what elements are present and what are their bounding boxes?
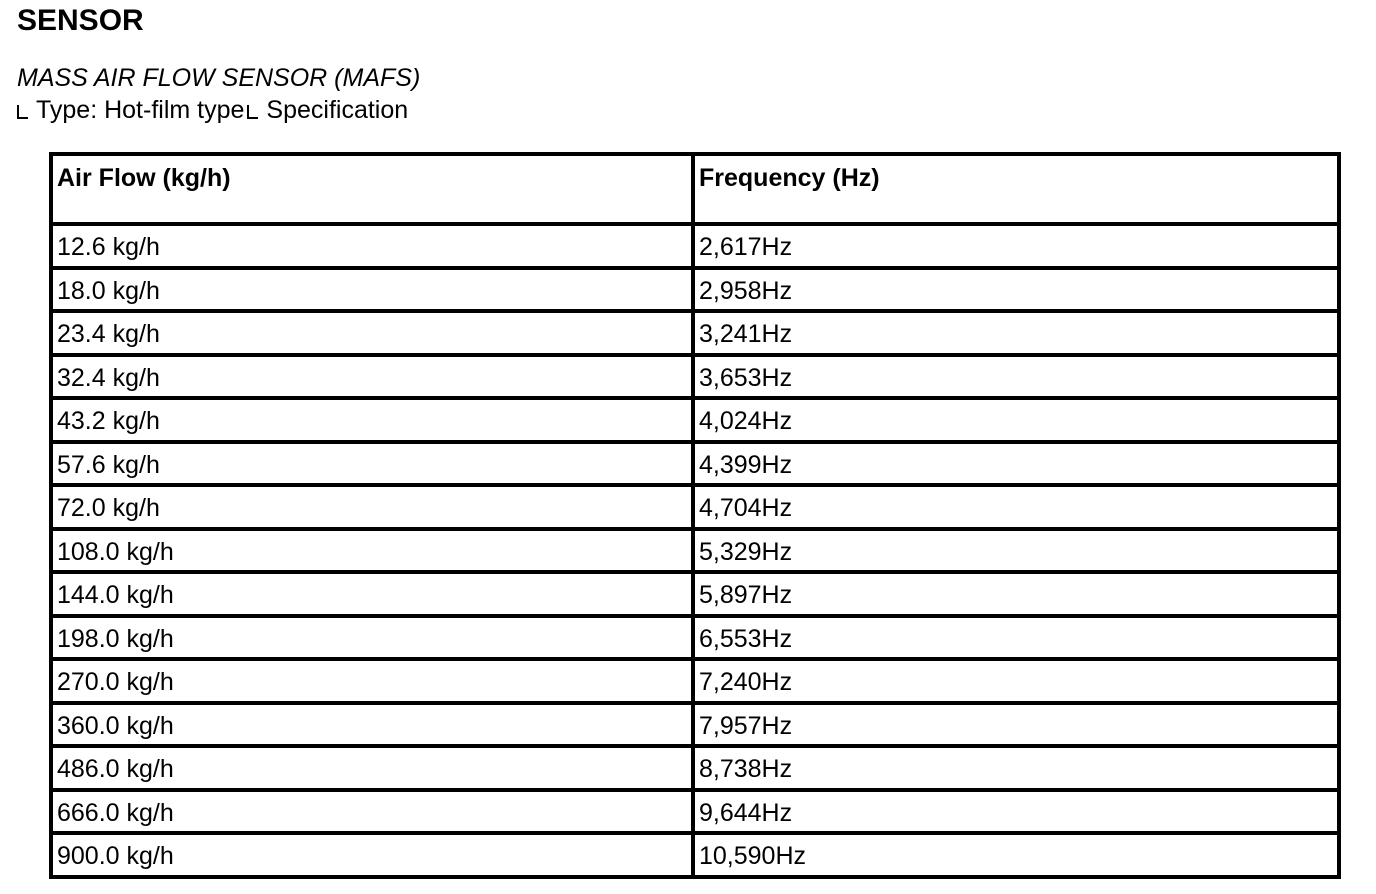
type-label: Type: Hot-film type: [36, 96, 245, 124]
frequency-cell: 8,738Hz: [695, 748, 1341, 792]
table-header-row: [53, 156, 1341, 226]
table-row: [53, 661, 1341, 705]
air-flow-cell: 12.6 kg/h: [53, 226, 695, 270]
air-flow-cell: 32.4 kg/h: [53, 357, 695, 401]
air-flow-cell: 666.0 kg/h: [53, 792, 695, 836]
air-flow-cell: 18.0 kg/h: [53, 270, 695, 314]
specification-table: [49, 152, 1341, 879]
frequency-cell: 10,590Hz: [695, 835, 1341, 879]
corner-bullet-icon: [247, 105, 258, 119]
specification-label: Specification: [266, 96, 409, 124]
frequency-cell: 4,704Hz: [695, 487, 1341, 531]
table-row: [53, 226, 1341, 270]
table-row: [53, 835, 1341, 879]
section-subtitle: MASS AIR FLOW SENSOR (MAFS): [17, 64, 421, 92]
frequency-cell: 6,553Hz: [695, 618, 1341, 662]
column-header-air-flow: Air Flow (kg/h): [53, 156, 695, 226]
air-flow-cell: 108.0 kg/h: [53, 531, 695, 575]
air-flow-cell: 72.0 kg/h: [53, 487, 695, 531]
spec-line: [17, 95, 408, 125]
air-flow-cell: 43.2 kg/h: [53, 400, 695, 444]
table-row: [53, 531, 1341, 575]
table-row: [53, 618, 1341, 662]
table-row: [53, 487, 1341, 531]
table-row: [53, 574, 1341, 618]
corner-bullet-icon: [17, 105, 28, 119]
air-flow-cell: 144.0 kg/h: [53, 574, 695, 618]
frequency-cell: 3,241Hz: [695, 313, 1341, 357]
table-row: [53, 357, 1341, 401]
air-flow-cell: 270.0 kg/h: [53, 661, 695, 705]
frequency-cell: 2,617Hz: [695, 226, 1341, 270]
frequency-cell: 5,329Hz: [695, 531, 1341, 575]
frequency-cell: 2,958Hz: [695, 270, 1341, 314]
table-row: [53, 792, 1341, 836]
frequency-cell: 7,957Hz: [695, 705, 1341, 749]
frequency-cell: 3,653Hz: [695, 357, 1341, 401]
table-row: [53, 313, 1341, 357]
air-flow-cell: 900.0 kg/h: [53, 835, 695, 879]
frequency-cell: 7,240Hz: [695, 661, 1341, 705]
table-row: [53, 748, 1341, 792]
frequency-cell: 5,897Hz: [695, 574, 1341, 618]
table-row: [53, 705, 1341, 749]
air-flow-cell: 360.0 kg/h: [53, 705, 695, 749]
air-flow-cell: 198.0 kg/h: [53, 618, 695, 662]
air-flow-cell: 486.0 kg/h: [53, 748, 695, 792]
frequency-cell: 9,644Hz: [695, 792, 1341, 836]
table-row: [53, 270, 1341, 314]
frequency-cell: 4,399Hz: [695, 444, 1341, 488]
column-header-frequency: Frequency (Hz): [695, 156, 1341, 226]
air-flow-cell: 23.4 kg/h: [53, 313, 695, 357]
table-body: [53, 226, 1341, 879]
table-row: [53, 444, 1341, 488]
frequency-cell: 4,024Hz: [695, 400, 1341, 444]
page-title: SENSOR: [17, 4, 144, 37]
air-flow-cell: 57.6 kg/h: [53, 444, 695, 488]
table-row: [53, 400, 1341, 444]
